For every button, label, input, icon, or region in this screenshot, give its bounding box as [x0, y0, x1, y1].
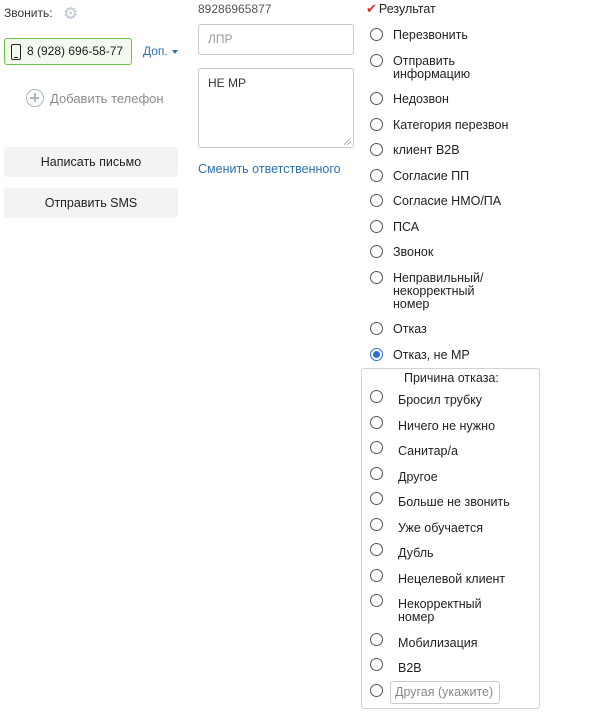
- radio-reason-2[interactable]: [370, 441, 383, 454]
- radio-result-11[interactable]: [370, 348, 383, 361]
- other-reason-placeholder: Другая (укажите): [395, 685, 494, 699]
- more-dropdown-label: Доп.: [143, 44, 168, 58]
- radio-result-9[interactable]: [370, 271, 383, 284]
- plus-circle-icon: [26, 89, 44, 107]
- result-option-label[interactable]: Согласие ПП: [393, 169, 470, 183]
- reason-option-label[interactable]: Мобилизация: [398, 636, 478, 650]
- radio-reason-10[interactable]: [370, 658, 383, 671]
- reason-option-label[interactable]: Санитар/а: [398, 444, 458, 458]
- refusal-reason-title: Причина отказа:: [404, 371, 499, 385]
- result-option-label[interactable]: Недозвон: [393, 92, 449, 106]
- radio-other[interactable]: [370, 684, 383, 697]
- reason-option-label[interactable]: Нецелевой клиент: [398, 572, 506, 586]
- change-responsible-link[interactable]: Сменить ответственного: [198, 162, 341, 176]
- radio-reason-6[interactable]: [370, 543, 383, 556]
- radio-result-5[interactable]: [370, 169, 383, 182]
- reason-option-label[interactable]: Бросил трубку: [398, 393, 483, 407]
- reason-option-label[interactable]: Другое: [398, 470, 438, 484]
- radio-result-2[interactable]: [370, 92, 383, 105]
- caret-down-icon: [172, 50, 178, 54]
- result-option-label[interactable]: Отказ: [393, 322, 427, 336]
- radio-reason-8[interactable]: [370, 594, 383, 607]
- phone-button[interactable]: [4, 38, 132, 65]
- radio-result-7[interactable]: [370, 220, 383, 233]
- result-heading: [366, 1, 436, 17]
- radio-reason-1[interactable]: [370, 416, 383, 429]
- radio-result-8[interactable]: [370, 245, 383, 258]
- write-letter-button[interactable]: Написать письмо: [4, 147, 178, 177]
- radio-result-10[interactable]: [370, 322, 383, 335]
- add-phone-label: Добавить телефон: [50, 91, 164, 106]
- reason-option-label[interactable]: Больше не звонить: [398, 495, 510, 509]
- radio-reason-3[interactable]: [370, 467, 383, 480]
- checkmark-icon: ✔: [366, 1, 377, 16]
- radio-result-6[interactable]: [370, 194, 383, 207]
- result-option-label[interactable]: Категория перезвон: [393, 118, 509, 132]
- result-option-label[interactable]: клиент B2B: [393, 143, 460, 157]
- result-option-label[interactable]: Согласие НМО/ПА: [393, 194, 502, 208]
- phone-number: 8 (928) 696-58-77: [27, 44, 124, 58]
- radio-result-0[interactable]: [370, 28, 383, 41]
- radio-result-4[interactable]: [370, 143, 383, 156]
- radio-reason-5[interactable]: [370, 518, 383, 531]
- comment-textarea[interactable]: [198, 68, 354, 148]
- result-title: Результат: [378, 2, 436, 16]
- radio-reason-9[interactable]: [370, 633, 383, 646]
- reason-option-label[interactable]: Уже обучается: [398, 521, 484, 535]
- call-label: Звонить:: [4, 6, 53, 20]
- radio-reason-0[interactable]: [370, 390, 383, 403]
- resize-handle-icon[interactable]: [344, 138, 351, 145]
- comment-text: НЕ МР: [208, 76, 247, 90]
- result-option-label[interactable]: Отправить информацию: [393, 54, 471, 81]
- lpr-placeholder: ЛПР: [208, 32, 233, 46]
- radio-reason-7[interactable]: [370, 569, 383, 582]
- gear-icon[interactable]: ⚙: [63, 4, 79, 23]
- result-option-label[interactable]: Перезвонить: [393, 28, 468, 42]
- radio-reason-4[interactable]: [370, 492, 383, 505]
- result-option-label[interactable]: ПСА: [393, 220, 420, 234]
- reason-option-label[interactable]: Дубль: [398, 546, 434, 560]
- result-option-label[interactable]: Отказ, не МР: [393, 348, 470, 362]
- contact-number: 89286965877: [198, 2, 272, 16]
- more-dropdown[interactable]: [143, 44, 178, 58]
- send-sms-button[interactable]: Отправить SMS: [4, 188, 178, 218]
- radio-result-1[interactable]: [370, 54, 383, 67]
- mobile-phone-icon: [11, 44, 21, 60]
- result-option-label[interactable]: Звонок: [393, 245, 434, 259]
- lpr-input[interactable]: [198, 24, 354, 55]
- result-option-label[interactable]: Неправильный/ некорректный номер: [393, 271, 484, 311]
- reason-option-label[interactable]: Ничего не нужно: [398, 419, 496, 433]
- other-reason-input[interactable]: [390, 681, 500, 704]
- radio-result-3[interactable]: [370, 118, 383, 131]
- reason-option-label[interactable]: Некорректный номер: [398, 597, 482, 624]
- reason-option-label[interactable]: B2B: [398, 661, 422, 675]
